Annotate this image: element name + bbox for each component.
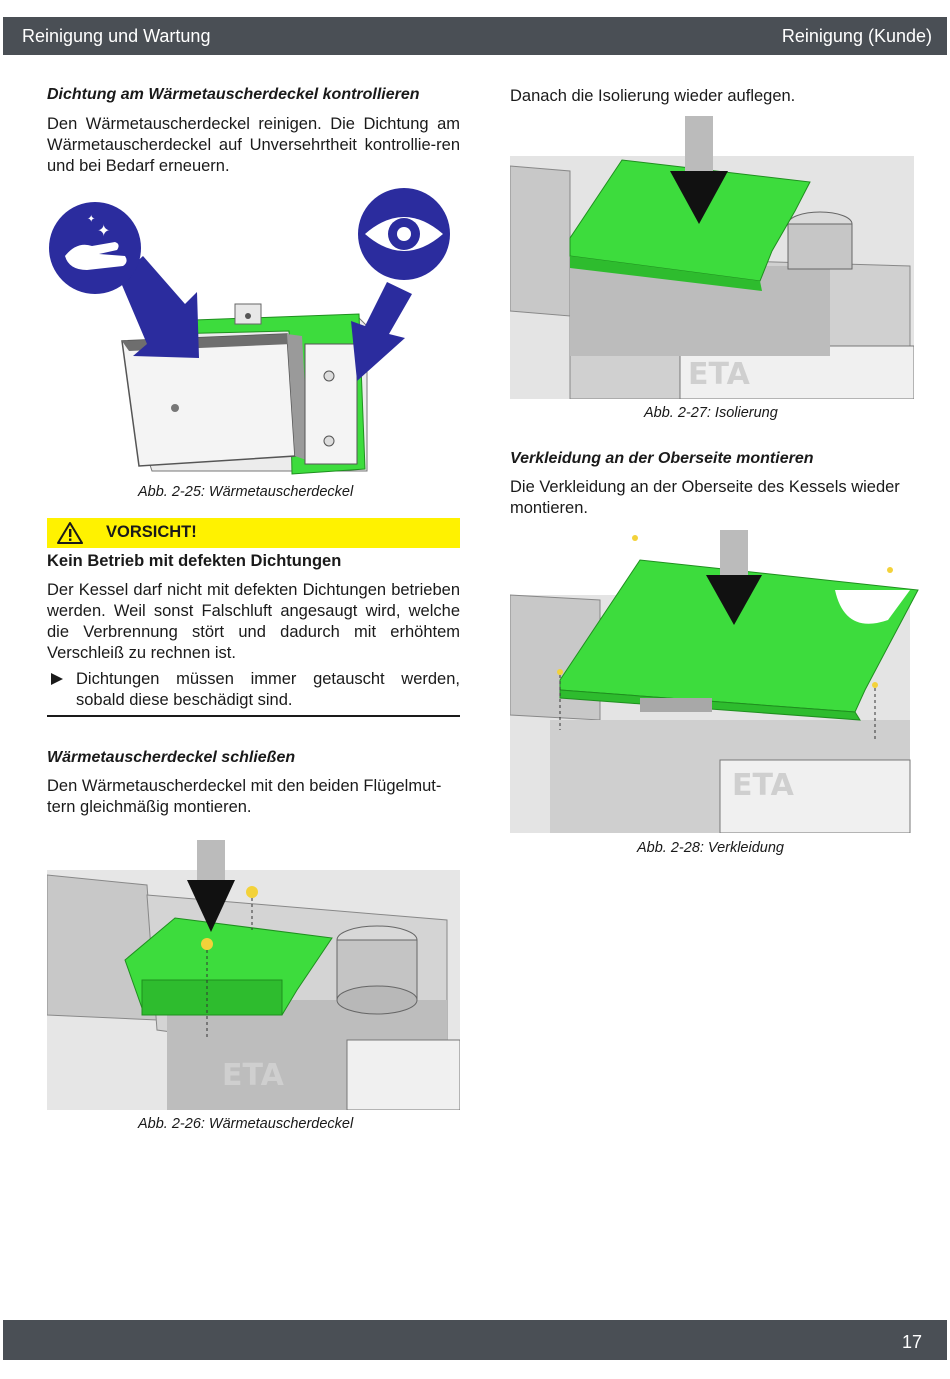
- warning-bar: [47, 518, 460, 548]
- triangle-bullet-icon: [50, 672, 64, 686]
- heading-check-seal: Dichtung am Wärmetauscherdeckel kontrollieren: [47, 86, 420, 103]
- warning-triangle-icon: [57, 521, 83, 545]
- warning-end-rule: [47, 715, 460, 717]
- paragraph-close-cover: Den Wärmetauscherdeckel mit den beiden Flügelmut-tern gleichmäßig montieren.: [47, 777, 442, 816]
- paragraph-mount-top-cover: Die Verkleidung an der Oberseite des Kessels wieder montieren.: [510, 478, 900, 517]
- page-header: [3, 17, 947, 55]
- svg-text:ETA: ETA: [732, 768, 794, 803]
- svg-text:✦: ✦: [97, 221, 111, 240]
- heading-close-cover: Wärmetauscherdeckel schließen: [47, 749, 296, 766]
- caption-fig-2-28: Abb. 2-28: Verkleidung: [637, 840, 784, 856]
- figure-heat-exchanger-cover-close: [47, 840, 460, 1110]
- heading-mount-top-cover: Verkleidung an der Oberseite montieren: [510, 450, 814, 467]
- warning-title: Kein Betrieb mit defekten Dichtungen: [47, 552, 342, 570]
- warning-label: VORSICHT!: [106, 523, 197, 541]
- figure-top-panel: [510, 530, 920, 833]
- page-number: 17: [901, 1332, 922, 1352]
- warning-bullet: [47, 669, 460, 711]
- caption-fig-2-27: Abb. 2-27: Isolierung: [644, 405, 778, 421]
- page-footer: [3, 1320, 947, 1360]
- svg-text:✦: ✦: [87, 214, 96, 225]
- caption-fig-2-25: Abb. 2-25: Wärmetauscherdeckel: [138, 484, 354, 500]
- warning-body: Der Kessel darf nicht mit defekten Dichtungen betrieben werden. Weil sonst Falschluft angesaugt wird, welche die Verbrennung stört und dadurch mit erhöhtem Verschleiß zu rechnen ist.: [47, 581, 460, 662]
- caption-fig-2-26: Abb. 2-26: Wärmetauscherdeckel: [138, 1116, 354, 1132]
- paragraph-insulation: Danach die Isolierung wieder auflegen.: [510, 87, 796, 105]
- svg-text:ETA: ETA: [688, 357, 750, 392]
- eye-icon: [358, 188, 450, 280]
- warning-bullet-text: Dichtungen müssen immer getauscht werden, sobald diese beschädigt sind.: [76, 670, 460, 709]
- header-section-title: Reinigung und Wartung: [22, 26, 211, 46]
- figure-heat-exchanger-cover-check: [47, 186, 460, 476]
- clean-hands-icon: [49, 202, 141, 294]
- paragraph-check-seal: Den Wärmetauscherdeckel reinigen. Die Dichtung am Wärmetauscherdeckel auf Unversehrtheit kontrollie-ren und bei Bedarf erneuern.: [47, 115, 460, 175]
- svg-text:ETA: ETA: [222, 1058, 284, 1093]
- header-chapter-title: Reinigung (Kunde): [781, 26, 932, 46]
- figure-insulation: [510, 116, 914, 399]
